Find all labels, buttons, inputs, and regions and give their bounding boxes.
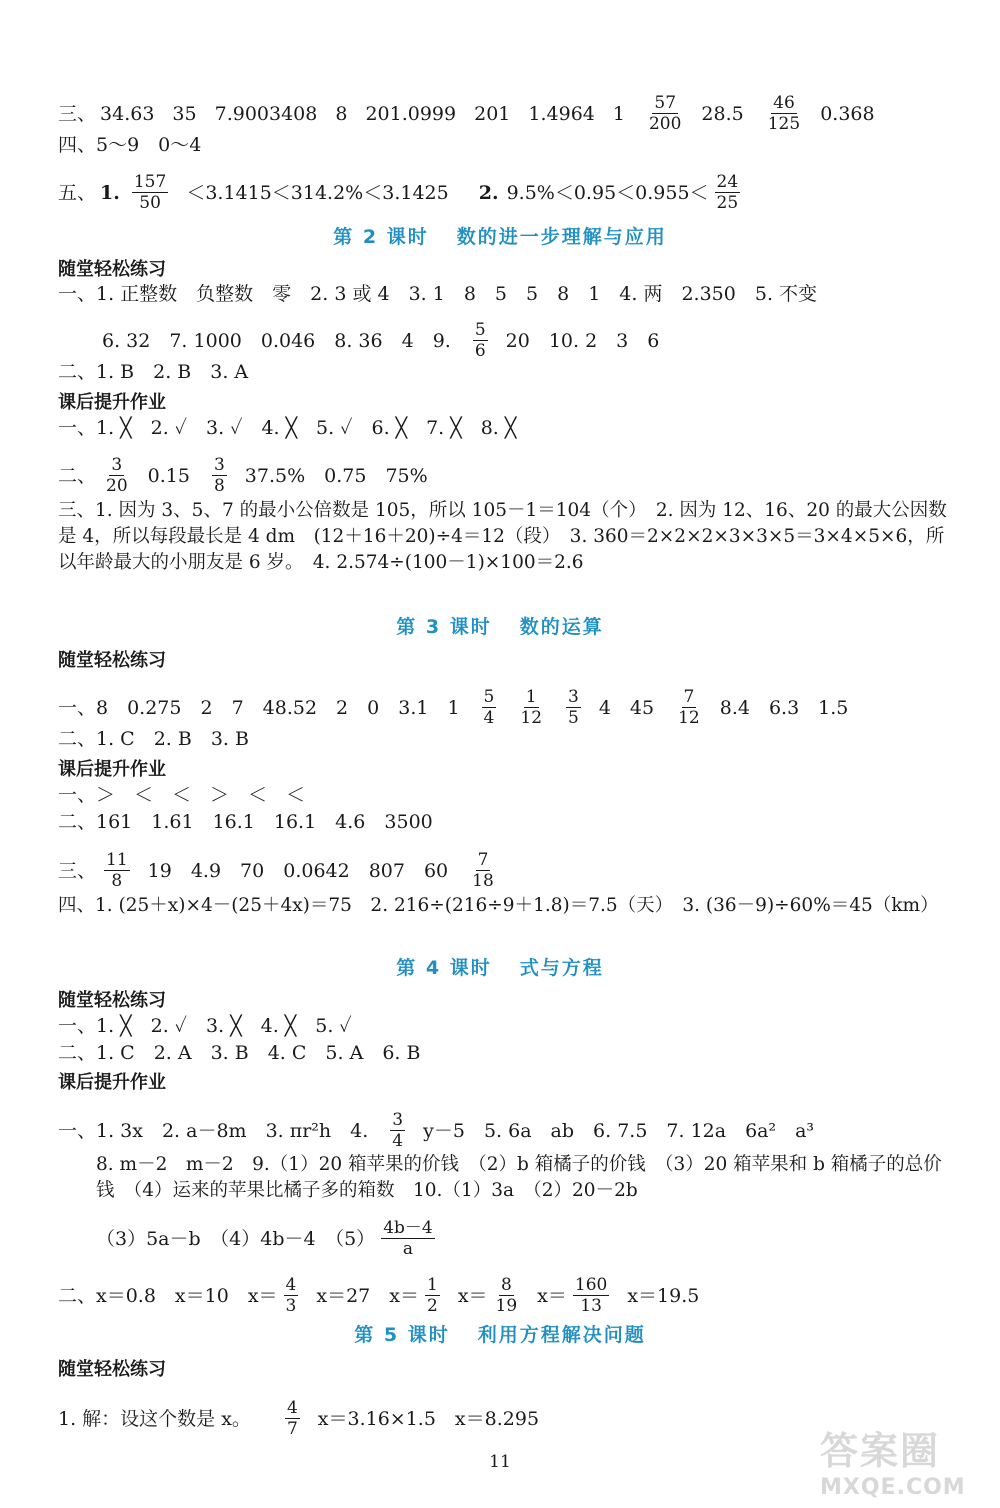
fraction: $\frac{160}{13}$ bbox=[574, 1275, 608, 1316]
answer-paragraph: 8. m－2 m－2 9.（1）20 箱苹果的价钱 （2）b 箱橘子的价钱 （3）20 箱苹果和 b 箱橘子的总价钱 （4）运来的苹果比橘子多的箱数 10.（1）3a （2）20－2b bbox=[96, 1154, 942, 1201]
fraction: $\frac{3}{20}$ bbox=[106, 455, 128, 496]
answer-line: 二、1. B 2. B 3. A bbox=[58, 361, 249, 383]
answer-value: 201.0999 bbox=[365, 102, 457, 125]
fraction: $\frac{4}{7}$ bbox=[286, 1398, 298, 1439]
fraction: $\frac{57}{200}$ bbox=[648, 93, 682, 134]
answer-line: 二、1. C 2. A 3. B 4. C 5. A 6. B bbox=[58, 1042, 421, 1064]
answer-line: 一、1. ╳ 2. ✓ 3. ✓ 4. ╳ 5. ✓ 6. ╳ 7. ╳ 8. ╳ bbox=[58, 417, 517, 439]
answer-value: 8 bbox=[335, 102, 348, 125]
fraction: $\frac{8}{19}$ bbox=[495, 1275, 518, 1316]
answer-value: 28.5 bbox=[701, 102, 744, 125]
answer-line: 6. 32 7. 1000 0.046 8. 36 4 9. $\frac{5}{6}$ 20 10. 2 3 6 bbox=[102, 320, 660, 361]
question-number: 2. bbox=[478, 181, 499, 204]
answer-value: 0.368 bbox=[820, 102, 875, 125]
answer-line-3 bbox=[58, 93, 950, 134]
answer-value: 34.63 bbox=[100, 102, 155, 125]
fraction: $\frac{1}{2}$ bbox=[426, 1275, 438, 1316]
fraction: $\frac{24}{25}$ bbox=[716, 172, 739, 213]
subsection-heading: 随堂轻松练习 bbox=[58, 259, 166, 280]
fraction: $\frac{7}{18}$ bbox=[472, 850, 494, 891]
answer-paragraph: 四、1. (25＋x)×4－(25＋4x)＝75 2. 216÷(216÷9＋1.8)＝7.5（天） 3. (36－9)÷60%＝45（km） bbox=[58, 895, 939, 916]
answer-text: 四、5～9 0～4 bbox=[58, 134, 202, 156]
line-prefix: 三、 bbox=[58, 102, 97, 125]
fraction: $\frac{3}{5}$ bbox=[568, 687, 579, 728]
fraction: $\frac{46}{125}$ bbox=[767, 93, 801, 134]
answer-line: 三、 $\frac{11}{8}$ 19 4.9 70 0.0642 807 60 $\frac{7}{18}$ bbox=[58, 850, 494, 891]
fraction: $\frac{5}{6}$ bbox=[474, 320, 486, 361]
subsection-heading: 课后提升作业 bbox=[58, 392, 166, 413]
section-title: 第 3 课时 数的运算 bbox=[396, 616, 604, 638]
fraction: $\frac{4}{3}$ bbox=[285, 1275, 297, 1316]
answer-value: 7.9003408 bbox=[214, 102, 318, 125]
answer-line: 1. 解：设这个数是 x。 $\frac{4}{7}$ x＝3.16×1.5 x＝8.295 bbox=[58, 1398, 540, 1439]
answer-line: 一、1. 正整数 负整数 零 2. 3 或 4 3. 1 8 5 5 8 1 4. 两 2.350 5. 不变 bbox=[58, 283, 818, 305]
section-title: 第 4 课时 式与方程 bbox=[396, 957, 604, 979]
answer-value: 1 bbox=[612, 102, 625, 125]
answer-value: 1.4964 bbox=[528, 102, 595, 125]
page-number: 11 bbox=[489, 1452, 511, 1472]
answer-text: ＜3.1415＜314.2%＜3.1425 bbox=[186, 181, 449, 204]
answer-value: 201 bbox=[474, 102, 511, 125]
section-title: 第 5 课时 利用方程解决问题 bbox=[354, 1324, 646, 1346]
fraction: $\frac{157}{50}$ bbox=[133, 172, 167, 213]
line-prefix: 五、 bbox=[58, 181, 97, 204]
answer-line: 二、161 1.61 16.1 16.1 4.6 3500 bbox=[58, 811, 433, 833]
answer-line: 一、1. 3x 2. a－8m 3. πr²h 4. $\frac{3}{4}$ y－5 5. 6a ab 6. 7.5 7. 12a 6a² a³ bbox=[58, 1110, 815, 1151]
answer-line: 二、x＝0.8 x＝10 x＝ $\frac{4}{3}$ x＝27 x＝ $\frac{1}{2}$ x＝ $\frac{8}{19}$ x＝ $\frac{160}{13}$ x＝19.5 bbox=[58, 1275, 700, 1316]
answer-line-5 bbox=[58, 172, 950, 213]
subsection-heading: 随堂轻松练习 bbox=[58, 1359, 166, 1380]
fraction: $\frac{11}{8}$ bbox=[106, 850, 128, 891]
fraction: $\frac{7}{12}$ bbox=[678, 687, 700, 728]
answer-line: （3）5a－b （4）4b－4 （5） $\frac{4b-4}{a}$ bbox=[96, 1218, 433, 1259]
answer-text: 9.5%＜0.95＜0.955＜ bbox=[506, 181, 709, 204]
fraction: $\frac{4b-4}{a}$ bbox=[383, 1218, 433, 1259]
fraction: $\frac{3}{4}$ bbox=[392, 1110, 404, 1151]
watermark-logo: 答案圈 MXQE.COM bbox=[820, 1429, 966, 1500]
fraction: $\frac{1}{12}$ bbox=[520, 687, 543, 728]
answer-line: 一、8 0.275 2 7 48.52 2 0 3.1 1 $\frac{5}{4}$ $\frac{1}{12}$ $\frac{3}{5}$ 4 45 $\frac{7}{12}$ 8.4 6.3 1.5 bbox=[58, 687, 849, 728]
subsection-heading: 随堂轻松练习 bbox=[58, 650, 166, 671]
answer-value: 35 bbox=[172, 102, 197, 125]
answer-line-4 bbox=[58, 133, 950, 157]
subsection-heading: 课后提升作业 bbox=[58, 1072, 166, 1093]
answer-line: 二、 $\frac{3}{20}$ 0.15 $\frac{3}{8}$ 37.5% 0.75 75% bbox=[58, 455, 428, 496]
subsection-heading: 课后提升作业 bbox=[58, 759, 166, 780]
answer-line: 一、1. ╳ 2. ✓ 3. ╳ 4. ╳ 5. ✓ bbox=[58, 1015, 352, 1037]
subsection-heading: 随堂轻松练习 bbox=[58, 990, 166, 1011]
answer-paragraph: 三、1. 因为 3、5、7 的最小公倍数是 105，所以 105－1＝104（个） 2. 因为 12、16、20 的最大公因数是 4，所以每段最长是 4 dm (12＋16＋20)÷4＝12（段） 3. 360＝2×2×2×3×3×5＝3×4×5×6，所以年龄最大的小朋友是 6 岁。 4. 2.574÷(100－1)×100＝2.6 bbox=[58, 500, 947, 573]
question-number: 1. bbox=[100, 181, 120, 204]
answer-line: 二、1. C 2. B 3. B bbox=[58, 728, 249, 750]
answer-line: 一、＞ ＜ ＜ ＞ ＜ ＜ bbox=[58, 784, 306, 806]
fraction: $\frac{5}{4}$ bbox=[483, 687, 495, 728]
fraction: $\frac{3}{8}$ bbox=[213, 455, 225, 496]
section-title: 第 2 课时 数的进一步理解与应用 bbox=[333, 226, 667, 248]
